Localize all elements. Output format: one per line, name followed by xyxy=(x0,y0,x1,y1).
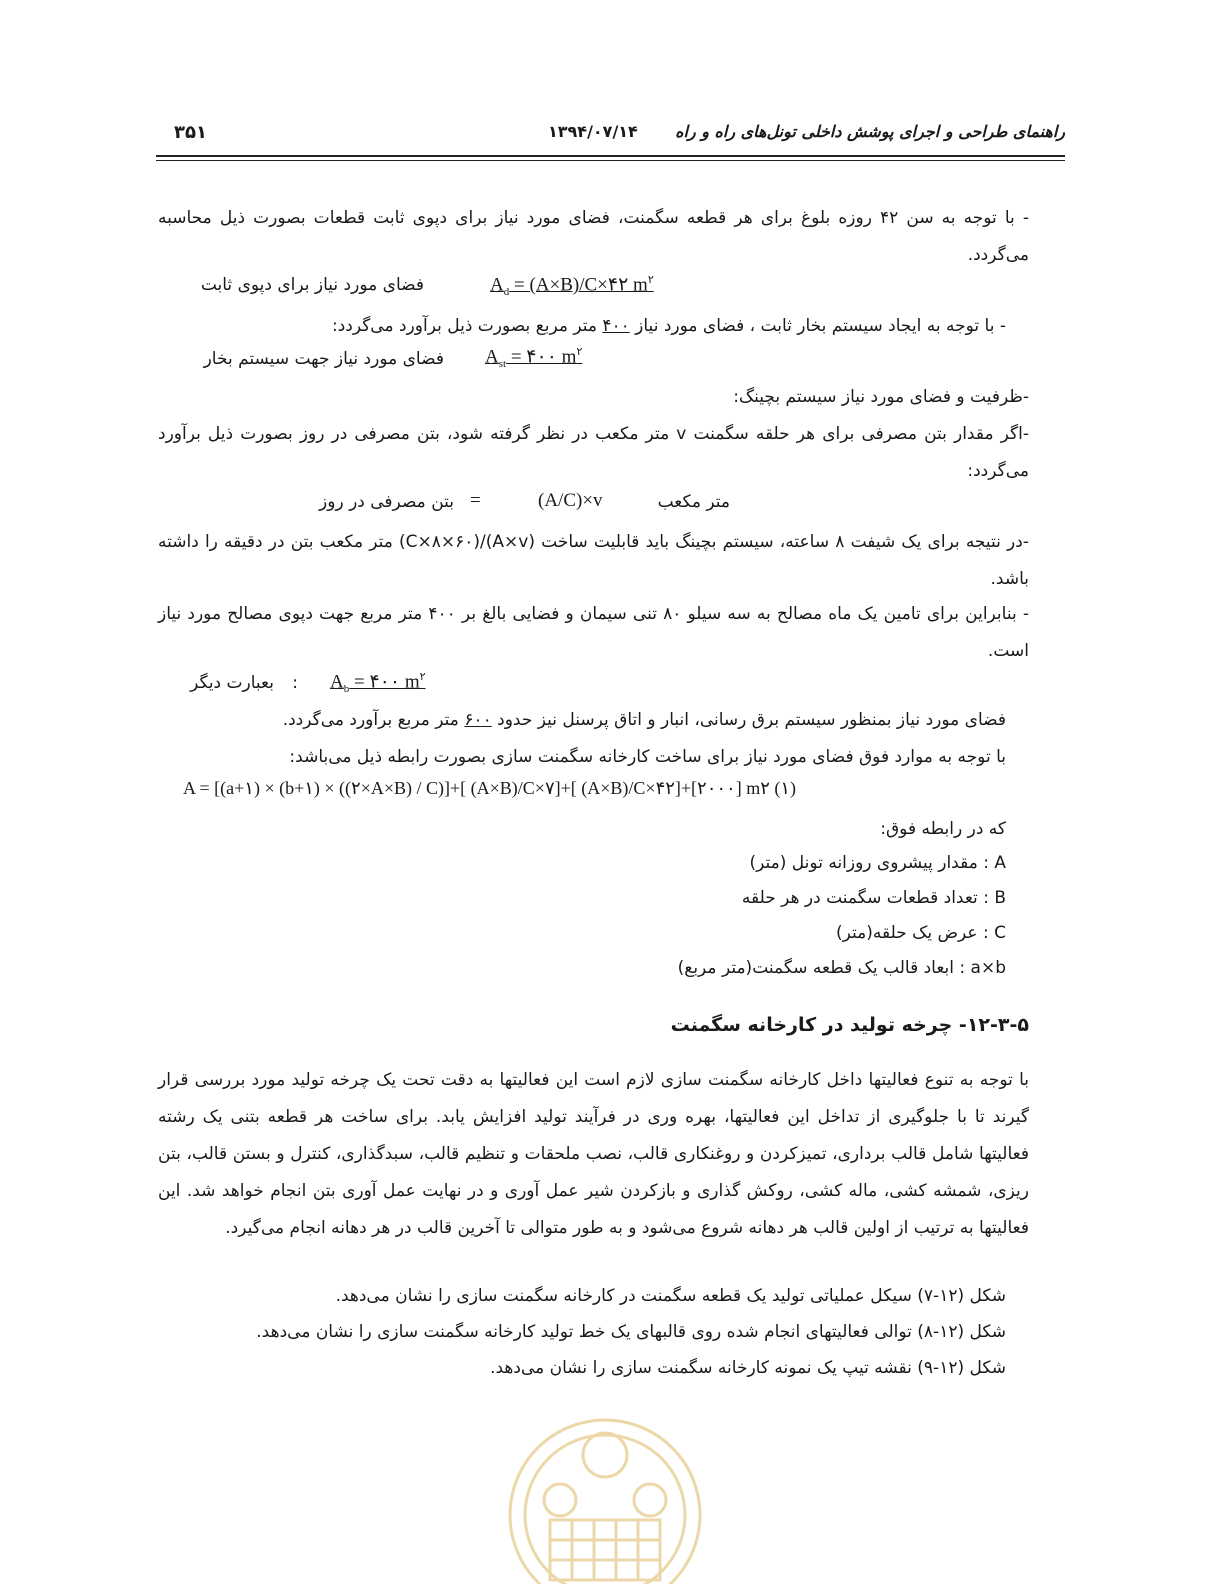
figure-reference-9: شکل (۱۲-۹) نقشه تیپ یک نمونه کارخانه سگمنت سازی را نشان می‌دهد. xyxy=(490,1358,1006,1378)
formula-steam: $A_{st}$ = ۴۰۰ $m^۲$ xyxy=(485,346,583,371)
paragraph-batching-title: -ظرفیت و فضای مورد نیاز سیستم بچینگ: xyxy=(733,387,1029,407)
header-rule xyxy=(156,155,1065,157)
formula-steam-label: فضای مورد نیاز جهت سیستم بخار xyxy=(203,349,444,369)
steam-area-value: ۴۰۰ xyxy=(602,316,630,336)
paragraph-materials: - بنابراین برای تامین یک ماه مصالح به سه سیلو ۸۰ تنی سیمان و فضایی بالغ بر ۴۰۰ متر مربع جهت دپوی مصالح مورد نیاز است. xyxy=(158,604,1029,661)
definition-C: C : عرض یک حلقه(متر) xyxy=(836,923,1006,943)
page-number: ۳۵۱ xyxy=(174,122,207,143)
paragraph-total-space: با توجه به موارد فوق فضای مورد نیاز برای ساخت کارخانه سگمنت سازی بصورت رابطه ذیل می‌باشد: xyxy=(289,747,1006,767)
formula-depot: $A_d$ = (A×B)/C×۴۲ $m^۲$ xyxy=(490,274,654,299)
paragraph-production-cycle: با توجه به تنوع فعالیتها داخل کارخانه سگمنت سازی لازم است این فعالیتها به دقت تحت یک چرخه تولید مورد بررسی قرار گیرند تا با جلوگیری از تداخل این فعالیتها، بهره وری در فرآیند تولید افزایش یابد. برای ساخت هر قطعه بتنی یک رشته فعالیتها شامل قالب برداری، تمیزکردن و روغنکاری قالب، نصب ملحقات و تنظیم قالب، سبدگذاری، کنترل و بستن قالب، بتن ریزی، شمشه کشی، ماله کشی، روکش گذاری و بازکردن شیر عمل آوری و در نهایت عمل آوری بتن انجام خواهد شد. این فعالیتها به ترتیب از اولین قالب هر دهانه شروع می‌شود و به طور متوالی تا آخرین قالب در هر دهانه انجام می‌گیرد. xyxy=(158,1070,1029,1238)
formula-concrete: (A/C)×v xyxy=(538,490,603,511)
header-date: ۱۳۹۴/۰۷/۱۴ xyxy=(548,122,638,141)
watermark-logo xyxy=(500,1395,710,1584)
formula-total-area: A = [(a+۱) × (b+۱) × ((۲×A×B) / C)]+[ (A×B)/C×۷]+[ (A×B)/C×۴۲]+[۲۰۰۰] m۲ (۱) xyxy=(183,778,797,798)
formula-materials-label: بعبارت دیگر xyxy=(190,673,274,693)
formula-concrete-unit: متر مکعب xyxy=(657,492,730,512)
paragraph-power-storage: فضای مورد نیاز بمنظور سیستم برق رسانی، انبار و اتاق پرسنل نیز حدود ۶۰۰ متر مربع برآورد می‌گردد. xyxy=(282,710,1006,730)
formula-depot-label: فضای مورد نیاز برای دپوی ثابت xyxy=(200,275,424,295)
paragraph-concrete-usage: -اگر مقدار بتن مصرفی برای هر حلقه سگمنت v متر مکعب در نظر گرفته شود، بتن مصرفی در روز بصورت ذیل برآورد می‌گردد: xyxy=(158,424,1029,481)
formula-materials: $A_b$ = ۴۰۰ $m^۲$ xyxy=(330,671,426,696)
paragraph-fixed-depot: - با توجه به سن ۴۲ روزه بلوغ برای هر قطعه سگمنت، فضای مورد نیاز برای دپوی ثابت قطعات بصورت ذیل محاسبه می‌گردد. xyxy=(158,208,1029,265)
power-area-value: ۶۰۰ xyxy=(464,710,492,730)
definition-A: A : مقدار پیشروی روزانه تونل (متر) xyxy=(749,853,1006,873)
figure-reference-8: شکل (۱۲-۸) توالی فعالیتهای انجام شده روی قالبهای یک خط تولید کارخانه سگمنت سازی را نشان می‌دهد. xyxy=(256,1322,1006,1342)
page-header xyxy=(160,122,1065,150)
paragraph-batching-capacity: -در نتیجه برای یک شیفت ۸ ساعته، سیستم بچینگ باید قابلیت ساخت (A×v)/(C×۸×۶۰) متر مکعب بتن در دقیقه را داشته باشد. xyxy=(158,532,1029,589)
definitions-intro: که در رابطه فوق: xyxy=(880,819,1006,839)
formula-materials-colon: : xyxy=(292,673,298,693)
formula-concrete-equals: = xyxy=(470,490,481,511)
formula-concrete-label: بتن مصرفی در روز xyxy=(319,492,454,512)
paragraph-steam-system: - با توجه به ایجاد سیستم بخار ثابت ، فضای مورد نیاز ۴۰۰ متر مربع بصورت ذیل برآورد می‌گردد: xyxy=(331,316,1006,336)
figure-reference-7: شکل (۱۲-۷) سیکل عملیاتی تولید یک قطعه سگمنت در کارخانه سگمنت سازی را نشان می‌دهد. xyxy=(335,1286,1006,1306)
header-title: راهنمای طراحی و اجرای پوشش داخلی تونل‌های راه و راه xyxy=(675,122,1065,141)
definition-B: B : تعداد قطعات سگمنت در هر حلقه xyxy=(741,888,1006,908)
header-rule-thin xyxy=(156,160,1065,161)
definition-ab: a×b : ابعاد قالب یک قطعه سگمنت(متر مربع) xyxy=(677,958,1006,978)
section-heading: ۱۲-۳-۵- چرخه تولید در کارخانه سگمنت xyxy=(670,1014,1029,1036)
